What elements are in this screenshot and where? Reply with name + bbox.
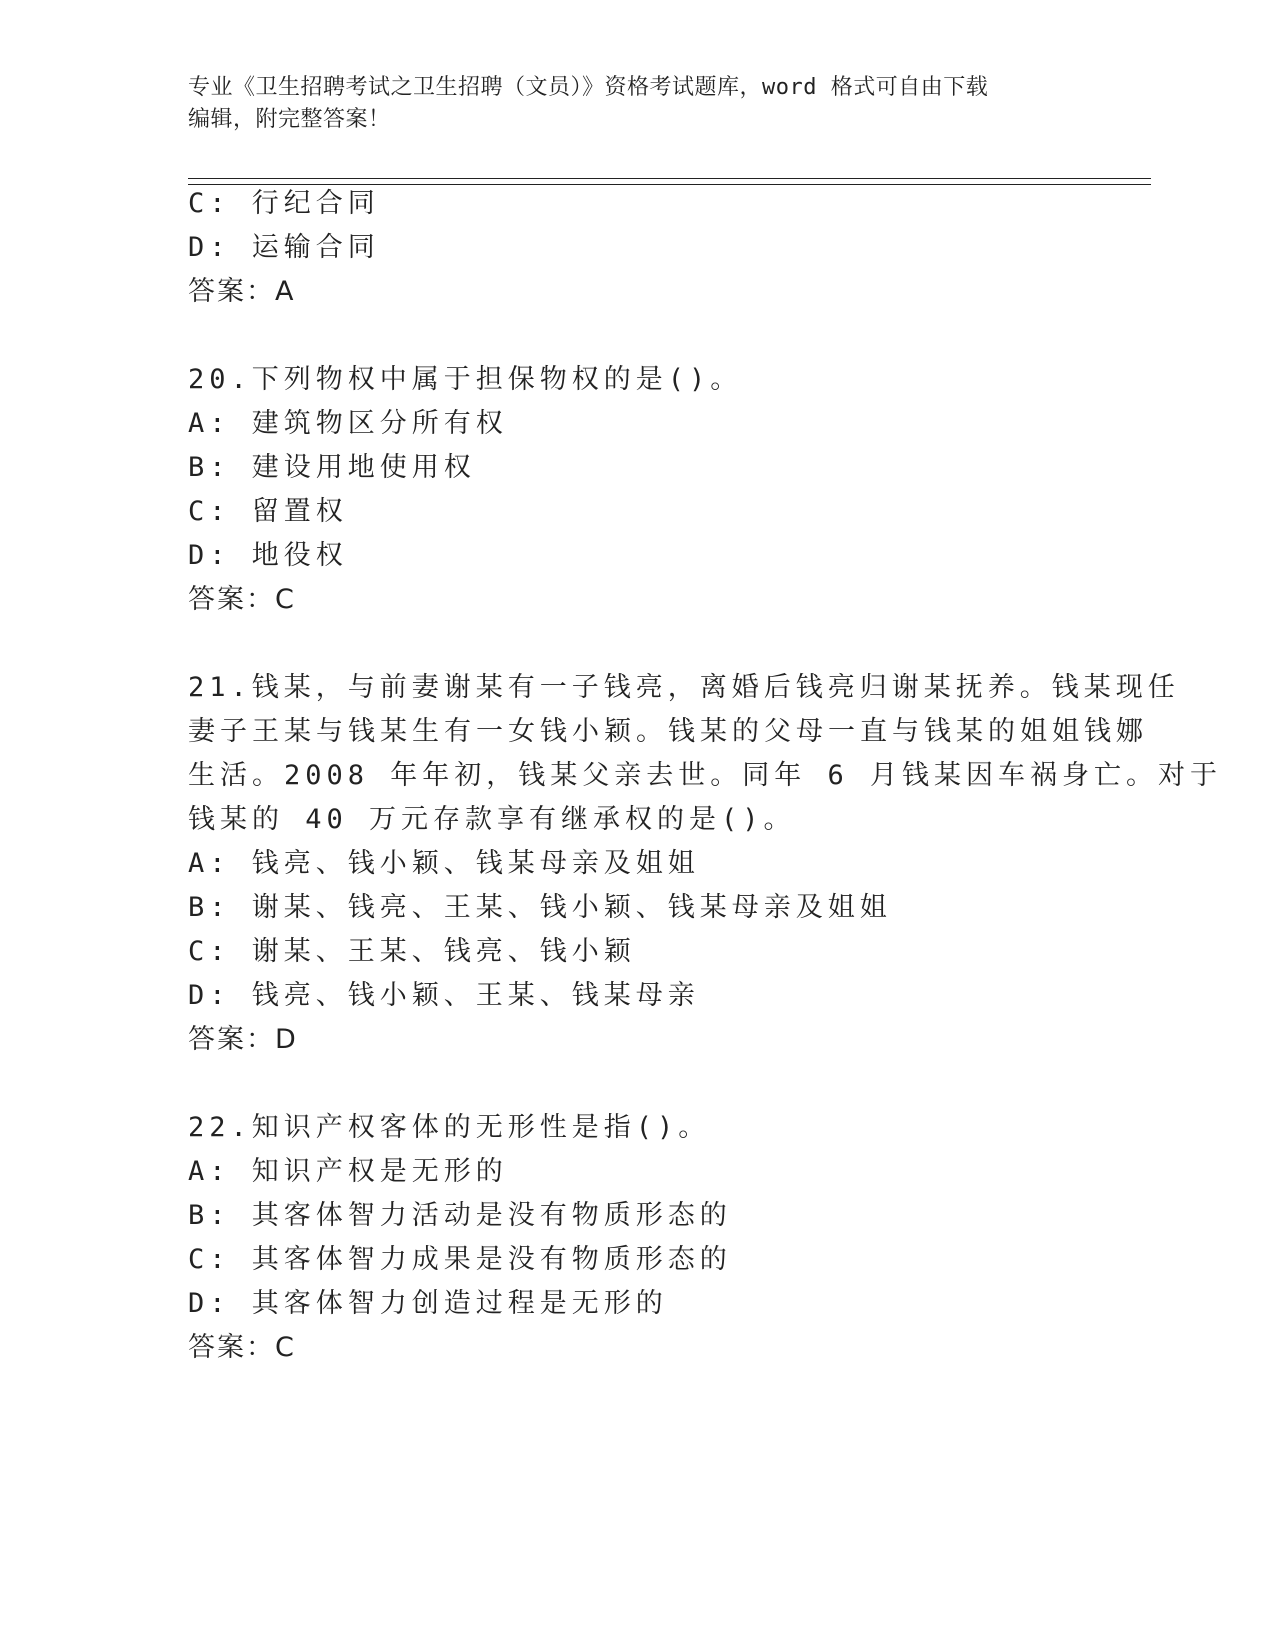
q22-stem: 22.知识产权客体的无形性是指()。: [188, 1112, 711, 1143]
q20-answer: 答案：C: [188, 584, 296, 615]
q21-option-c: C: 谢某、王某、钱亮、钱小颖: [188, 936, 636, 967]
q21-stem-line-2: 妻子王某与钱某生有一女钱小颖。钱某的父母一直与钱某的姐姐钱娜: [188, 716, 1148, 747]
q21-stem-line-4: 钱某的 40 万元存款享有继承权的是()。: [188, 804, 796, 835]
q21-stem-line-1: 21.钱某，与前妻谢某有一子钱亮，离婚后钱亮归谢某抚养。钱某现任: [188, 672, 1180, 703]
q19-answer: 答案：A: [188, 276, 296, 307]
page-header: [188, 72, 1068, 136]
q20-option-a: A: 建筑物区分所有权: [188, 408, 508, 439]
q21-option-b: B: 谢某、钱亮、王某、钱小颖、钱某母亲及姐姐: [188, 892, 892, 923]
q20-option-b: B: 建设用地使用权: [188, 452, 476, 483]
header-rule-top: [188, 178, 1151, 179]
q19-option-d: D: 运输合同: [188, 232, 380, 263]
q20-stem: 20.下列物权中属于担保物权的是()。: [188, 364, 743, 395]
q22-option-a: A: 知识产权是无形的: [188, 1156, 508, 1187]
q21-answer: 答案：D: [188, 1024, 298, 1055]
q22-option-b: B: 其客体智力活动是没有物质形态的: [188, 1200, 732, 1231]
q21-option-a: A: 钱亮、钱小颖、钱某母亲及姐姐: [188, 848, 700, 879]
header-rule-bottom: [188, 184, 1151, 185]
header-line-1: 专业《卫生招聘考试之卫生招聘（文员）》资格考试题库，word 格式可自由下载: [188, 75, 989, 100]
q22-option-c: C: 其客体智力成果是没有物质形态的: [188, 1244, 732, 1275]
q21-option-d: D: 钱亮、钱小颖、王某、钱某母亲: [188, 980, 700, 1011]
header-line-2: 编辑，附完整答案！: [188, 107, 391, 132]
q22-option-d: D: 其客体智力创造过程是无形的: [188, 1288, 668, 1319]
q20-option-c: C: 留置权: [188, 496, 348, 527]
q20-option-d: D: 地役权: [188, 540, 348, 571]
q21-stem-line-3: 生活。2008 年年初，钱某父亲去世。同年 6 月钱某因车祸身亡。对于: [188, 760, 1223, 791]
q22-answer: 答案：C: [188, 1332, 296, 1363]
q19-option-c: C: 行纪合同: [188, 188, 380, 219]
